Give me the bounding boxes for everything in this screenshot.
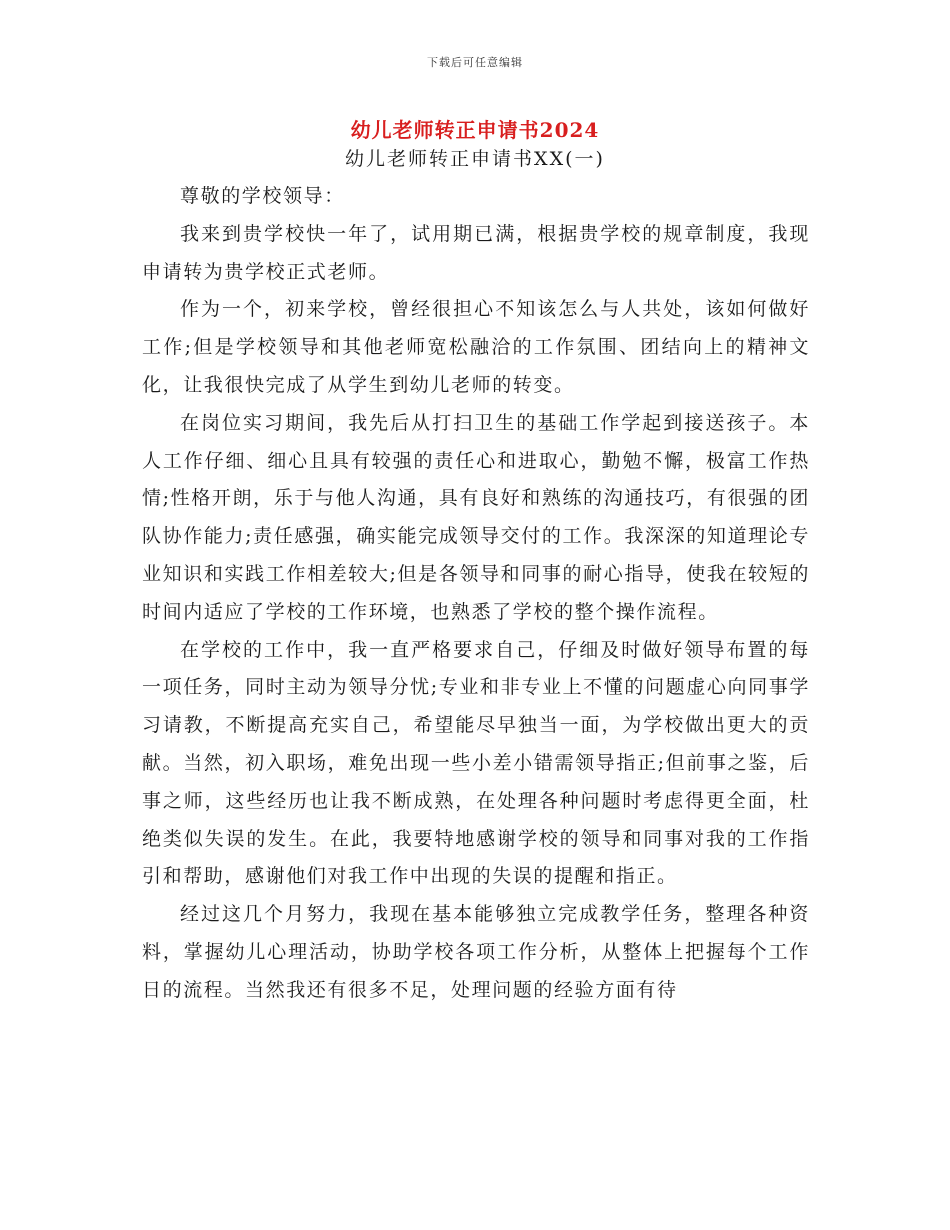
paragraph-5: 经过这几个月努力，我现在基本能够独立完成教学任务，整理各种资料，掌握幼儿心理活动，协助学校各项工作分析，从整体上把握每个工作日的流程。当然我还有很多不足，处理问题的经验方面有待 (142, 903, 810, 1001)
paragraph-2: 作为一个，初来学校，曾经很担心不知该怎么与人共处，该如何做好工作;但是学校领导和其他老师宽松融洽的工作氛围、团结向上的精神文化，让我很快完成了从学生到幼儿老师的转变。 (142, 298, 810, 396)
paragraph-3: 在岗位实习期间，我先后从打扫卫生的基础工作学起到接送孩子。本人工作仔细、细心且具有较强的责任心和进取心，勤勉不懈，极富工作热情;性格开朗，乐于与他人沟通，具有良好和熟练的沟通技巧，有很强的团队协作能力;责任感强，确实能完成领导交付的工作。我深深的知道理论专业知识和实践工作相差较大;但是各领导和同事的耐心指导，使我在较短的时间内适应了学校的工作环境，也熟悉了学校的整个操作流程。 (142, 411, 810, 623)
salutation: 尊敬的学校领导： (180, 185, 345, 207)
paragraph-4: 在学校的工作中，我一直严格要求自己，仔细及时做好领导布置的每一项任务，同时主动为领导分忧;专业和非专业上不懂的问题虚心向同事学习请教，不断提高充实自己，希望能尽早独当一面，为学校做出更大的贡献。当然，初入职场，难免出现一些小差小错需领导指正;但前事之鉴，后事之师，这些经历也让我不断成熟，在处理各种问题时考虑得更全面，杜绝类似失误的发生。在此，我要特地感谢学校的领导和同事对我的工作指引和帮助，感谢他们对我工作中出现的失误的提醒和指正。 (142, 638, 810, 888)
document-body (142, 178, 810, 1010)
document-title: 幼儿老师转正申请书2024 (350, 118, 600, 142)
header-note: 下载后可任意编辑 (427, 56, 523, 69)
paragraph-1: 我来到贵学校快一年了，试用期已满，根据贵学校的规章制度，我现申请转为贵学校正式老师。 (142, 222, 810, 283)
document-subtitle: 幼儿老师转正申请书XX(一) (345, 148, 605, 170)
